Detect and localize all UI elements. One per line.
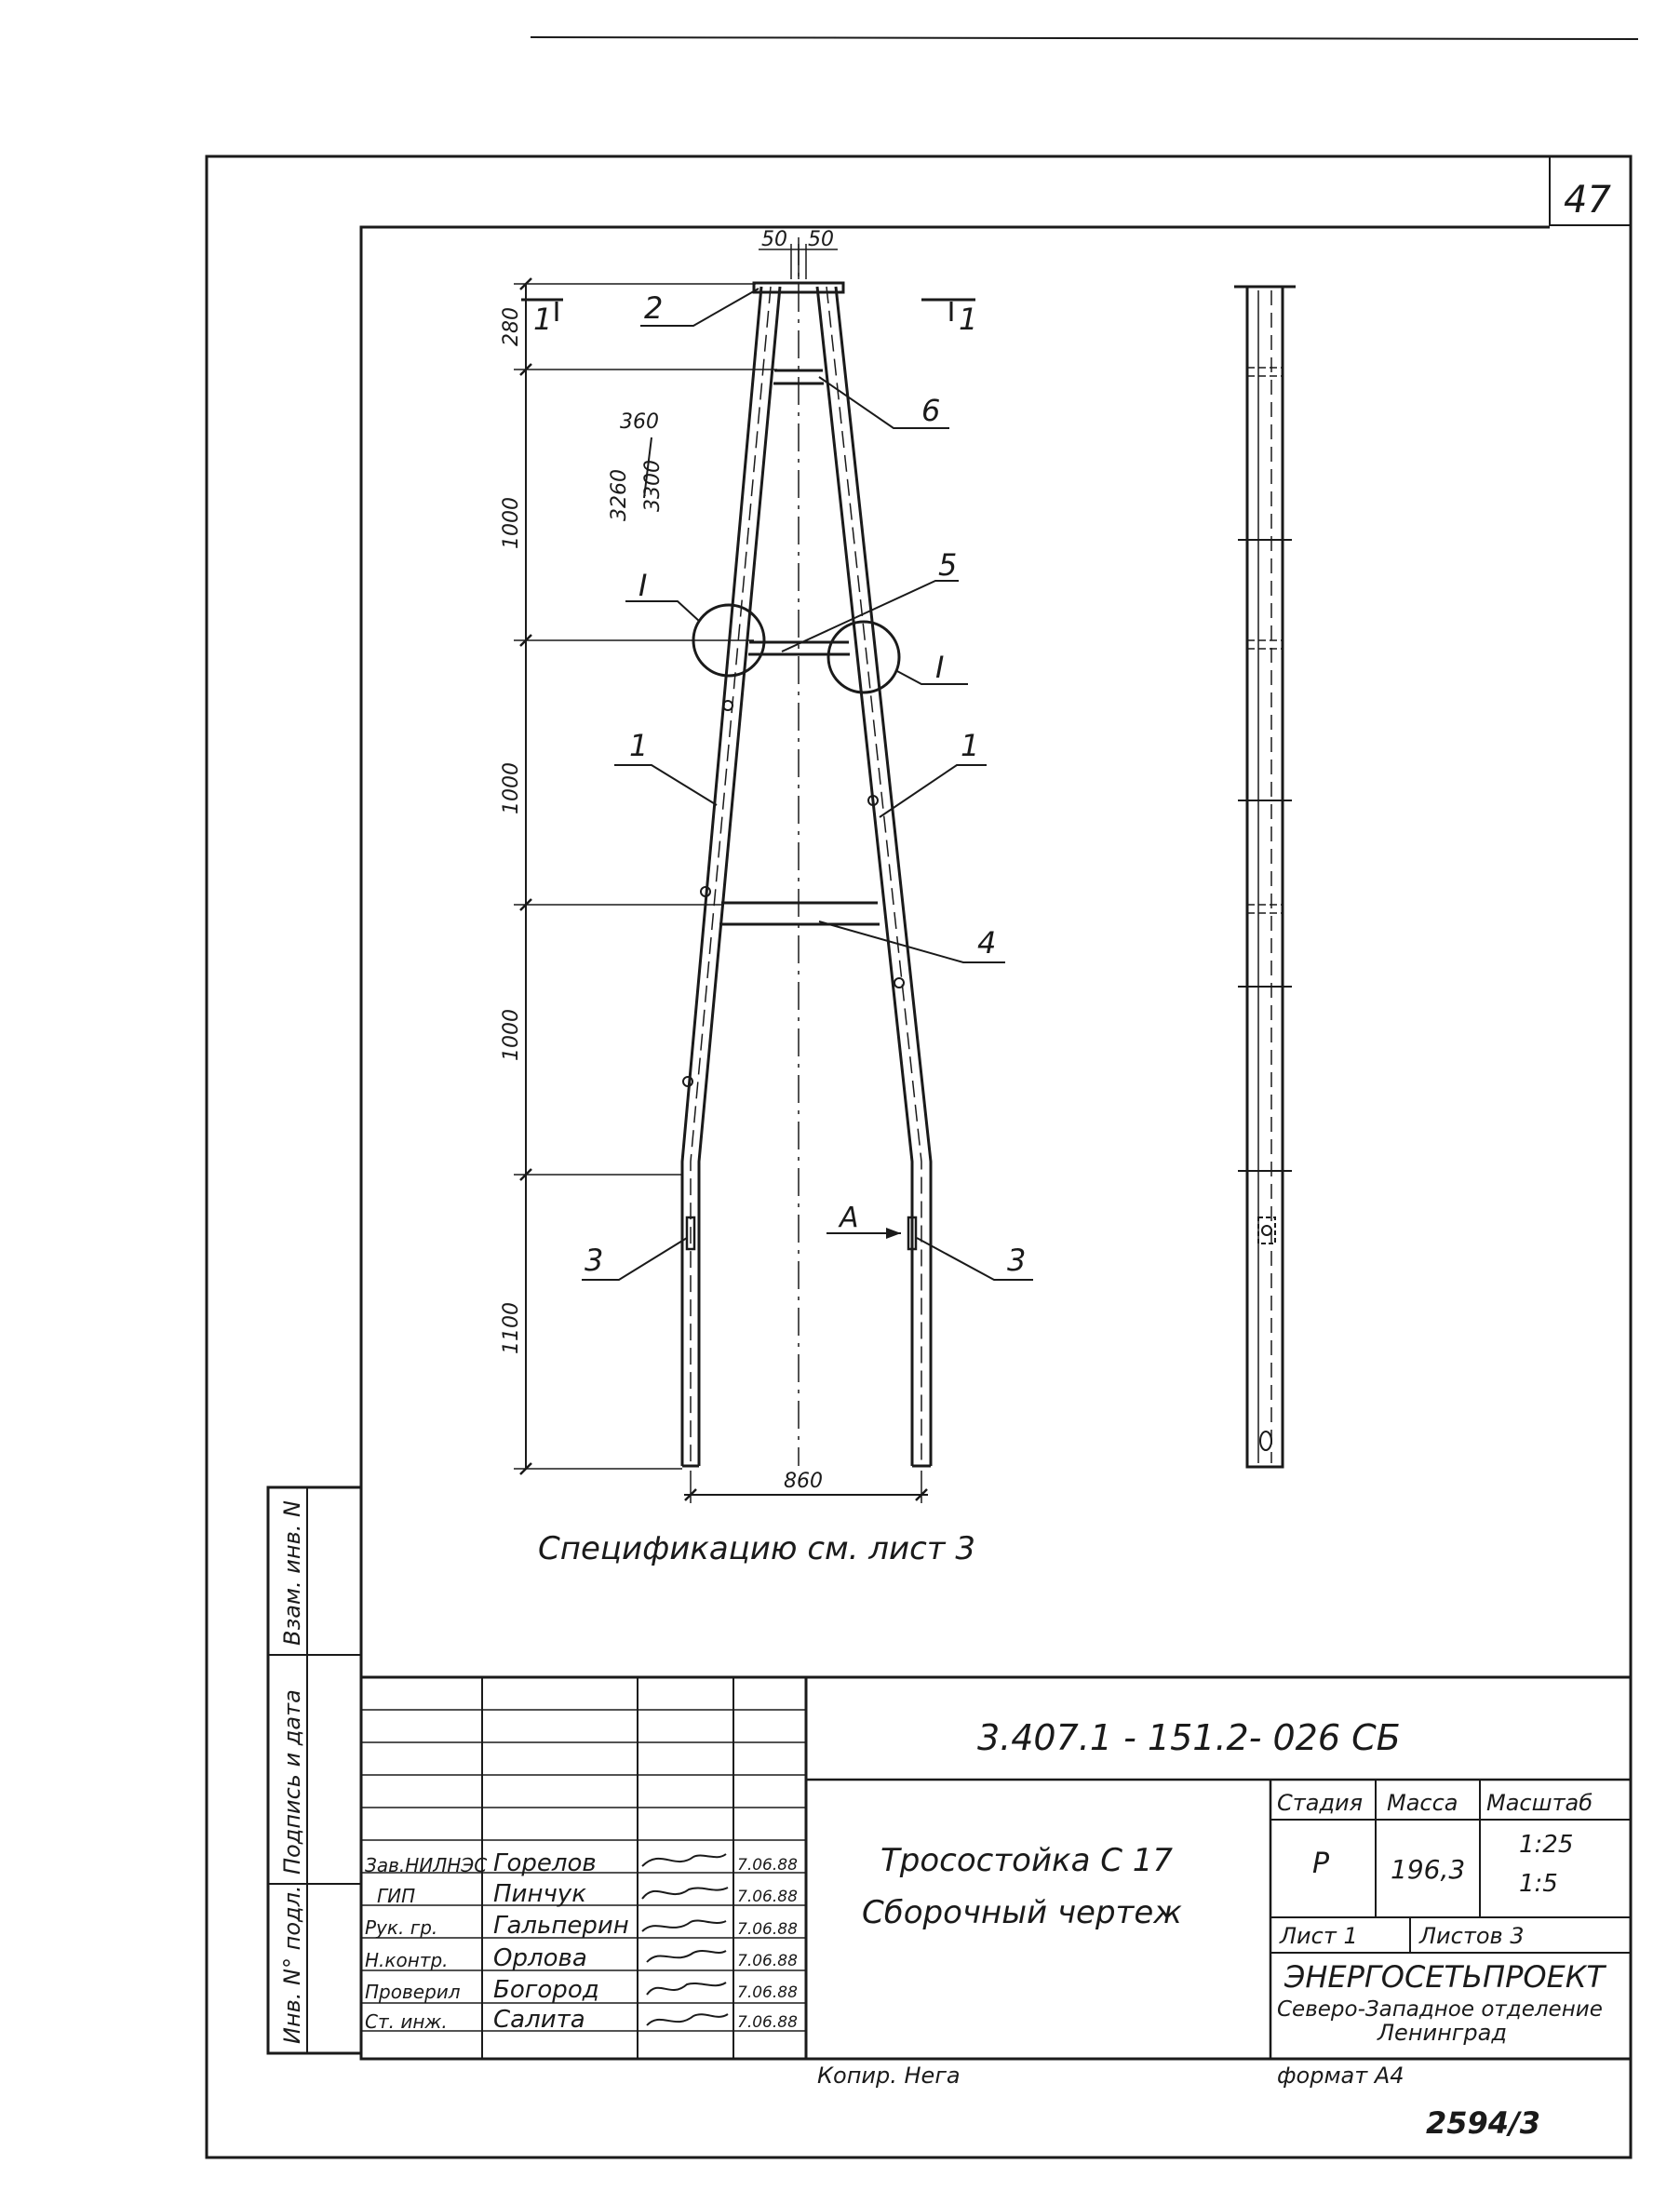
mass-header: Масса — [1387, 1790, 1458, 1816]
dim-280: 280 — [500, 307, 523, 346]
part-label-1-left: 1 — [629, 728, 649, 763]
part-label-2: 2 — [644, 290, 664, 326]
signer-date: 7.06.88 — [737, 1888, 798, 1906]
signer-name: Орлова — [493, 1944, 587, 1972]
signer-name: Гальперин — [493, 1912, 629, 1940]
scale-value2: 1:5 — [1519, 1870, 1558, 1898]
left-leg-outer — [682, 287, 761, 1466]
dim-top-right: 50 — [808, 228, 834, 251]
slope-3300: 3300 — [641, 460, 665, 512]
signature-mark — [642, 1888, 728, 1899]
right-leg-inner — [817, 287, 912, 1466]
signer-date: 7.06.88 — [737, 2013, 798, 2032]
part-label-5: 5 — [938, 547, 958, 583]
inner-frame — [361, 227, 1631, 2059]
signer-name: Богород — [493, 1976, 599, 2004]
doc-code: 3.407.1 - 151.2- 026 СБ — [977, 1717, 1401, 1758]
side-view-bolt — [1262, 1226, 1271, 1235]
side-stamp-box3: Инв. N° подл. — [279, 1885, 305, 2044]
format-note: формат А4 — [1277, 2063, 1404, 2089]
side-view — [1234, 287, 1296, 1467]
signature-mark — [642, 1854, 726, 1866]
signer-date: 7.06.88 — [737, 1952, 798, 1970]
stage-value: Р — [1312, 1848, 1330, 1880]
title-line2: Сборочный чертеж — [862, 1894, 1182, 1931]
sheet-label: Лист 1 — [1280, 1923, 1358, 1949]
page-number: 47 — [1564, 179, 1611, 222]
signer-name: Горелов — [493, 1849, 597, 1877]
part-label-4: 4 — [977, 925, 997, 961]
section-label-right: 1 — [959, 302, 978, 337]
signer-role: Рук. гр. — [365, 1916, 438, 1939]
part-label-3-right: 3 — [1007, 1243, 1027, 1278]
dim-1000-b: 1000 — [500, 762, 523, 814]
part-label-3-left: 3 — [585, 1243, 604, 1278]
specification-note: Спецификацию см. лист 3 — [538, 1530, 976, 1567]
signer-date: 7.06.88 — [737, 1983, 798, 2002]
side-view-hole — [1260, 1432, 1271, 1450]
signer-role: ГИП — [377, 1885, 416, 1907]
org-branch: Северо-Западное отделение — [1277, 1997, 1603, 2022]
dim-860: 860 — [784, 1470, 823, 1493]
signer-role: Н.контр. — [365, 1949, 449, 1971]
title-block — [361, 1677, 1631, 2059]
signer-name: Пинчук — [493, 1880, 586, 1908]
signer-date: 7.06.88 — [737, 1856, 798, 1875]
side-stamp — [268, 1487, 361, 2053]
mass-value: 196,3 — [1391, 1854, 1466, 1885]
right-leg-outer — [836, 287, 931, 1466]
side-view-outline — [1247, 287, 1283, 1467]
dim-1100: 1100 — [500, 1302, 523, 1354]
left-leg-inner — [699, 287, 780, 1466]
signer-name: Салита — [493, 2006, 585, 2034]
dim-1000-c: 1000 — [500, 1009, 523, 1061]
detail-label-left: I — [638, 568, 648, 603]
signature-mark — [647, 2014, 728, 2025]
side-view-brace-marks — [1247, 368, 1283, 913]
dim-top-left: 50 — [761, 228, 787, 251]
org-name: ЭНЕРГОСЕТЬПРОЕКТ — [1284, 1959, 1606, 1995]
scan-edge-line — [531, 37, 1638, 39]
org-city: Ленинград — [1378, 2020, 1507, 2046]
slope-360: 360 — [620, 410, 659, 434]
view-a-arrowhead — [886, 1228, 901, 1239]
dim-1000-a: 1000 — [500, 497, 523, 549]
copier-note: Копир. Нега — [817, 2063, 961, 2089]
part-label-1-right: 1 — [961, 728, 980, 763]
bolt-hole — [894, 978, 904, 988]
right-leg-axis — [827, 287, 921, 1466]
leader-1-left — [614, 765, 717, 805]
signer-date: 7.06.88 — [737, 1920, 798, 1939]
scale-header: Масштаб — [1486, 1790, 1593, 1816]
side-stamp-box2: Подпись и дата — [279, 1689, 305, 1875]
side-view-lug — [1258, 1217, 1275, 1243]
signature-mark — [647, 1983, 726, 1995]
signer-role: Ст. инж. — [365, 2010, 448, 2033]
signature-mark — [642, 1921, 726, 1931]
stage-header: Стадия — [1277, 1790, 1364, 1816]
signer-role: Проверил — [365, 1981, 461, 2003]
view-a-label: А — [840, 1202, 859, 1234]
section-label-left: 1 — [533, 302, 553, 337]
main-view — [500, 228, 1033, 1567]
leader-1-right — [880, 765, 987, 817]
side-stamp-box1: Взам. инв. N — [279, 1500, 305, 1646]
signature-mark — [647, 1951, 726, 1962]
detail-label-right: I — [935, 650, 945, 685]
leader-detail-right — [895, 670, 968, 684]
sheets-label: Листов 3 — [1419, 1923, 1525, 1949]
part-label-6: 6 — [921, 393, 941, 428]
left-leg-axis — [691, 287, 771, 1466]
scale-value1: 1:25 — [1519, 1831, 1574, 1859]
signer-role: Зав.НИЛНЭС — [365, 1854, 488, 1876]
title-line1: Тросостойка С 17 — [880, 1842, 1174, 1879]
bottom-number: 2594/3 — [1426, 2105, 1541, 2141]
slope-3260: 3260 — [608, 469, 631, 521]
leader-detail-left — [625, 601, 700, 622]
